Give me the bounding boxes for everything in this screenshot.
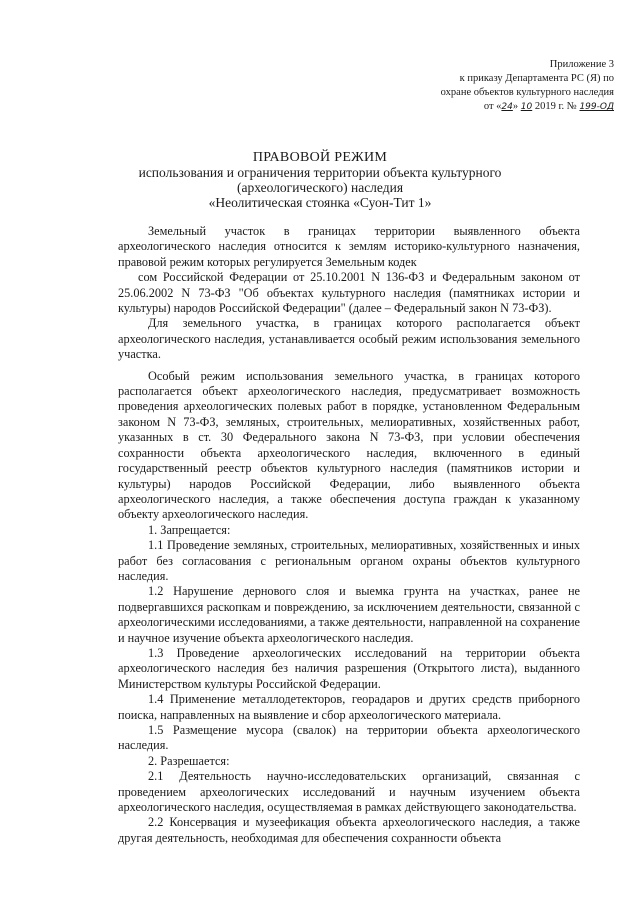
order-reference: к приказу Департамента РС (Я) по [459, 73, 614, 84]
paragraph: 1.2 Нарушение дернового слоя и выемка грунта на участках, ранее не подвергавшихся раскопкам и повреждению, за исключением деятельности, связанной с археологическими исследованиями, а также деятельности, направленной на сохранение и научное изучение объекта археологического наследия. [118, 584, 580, 645]
paragraph: Для земельного участка, в границах которого располагается объект археологического наследия, устанавливается особый режим использования земельного участка. [118, 316, 580, 362]
paragraph: 2.2 Консервация и музеефикация объекта археологического наследия, а также другая деятельность, необходимая для обеспечения сохранности объекта [118, 815, 580, 845]
paragraph: Земельный участок в границах территории выявленного объекта археологического наследия относится к землям историко-культурного назначения, правовой режим которых регулируется Земельным кодек [118, 224, 580, 269]
appendix-number: Приложение 3 [549, 59, 614, 70]
order-date-line: от «24» 10 2019 г. № 199-ОД [483, 101, 614, 112]
paragraph: сом Российской Федерации от 25.10.2001 N 136-ФЗ и Федеральным законом от 25.06.2002 N 73-ФЗ "Об объектах культурного наследия (памятниках истории и культуры) народов Российской Федерации" (далее – Федеральный закон N 73-ФЗ). [118, 270, 580, 316]
paragraph: 1.1 Проведение земляных, строительных, мелиоративных, хозяйственных и иных работ без согласования с региональным органом охраны объектов культурного наследия. [118, 538, 580, 583]
paragraph: 1.3 Проведение археологических исследований на территории объекта археологического наследия без наличия разрешения (Открытого листа), выданного Министерством культуры Российской Федерации. [118, 645, 580, 691]
department-name: охране объектов культурного наследия [440, 87, 614, 98]
appendix-header [374, 58, 614, 114]
document-title [0, 150, 640, 210]
paragraph: 1.5 Размещение мусора (свалок) на территории объекта археологического наследия. [118, 723, 580, 753]
title-main: ПРАВОВОЙ РЕЖИМ [252, 150, 388, 165]
order-day: 24 [501, 102, 513, 112]
title-line-2: использования и ограничения территории объекта культурного [138, 165, 502, 180]
order-number: 199-ОД [579, 102, 614, 112]
section-heading: 2. Разрешается: [148, 753, 230, 768]
section-heading: 1. Запрещается: [148, 522, 231, 537]
paragraph: Особый режим использования земельного участка, в границах которого располагается объект археологического наследия, предусматривает возможность проведения археологических полевых работ в порядке, установленном Федеральным законом N 73-ФЗ, земляных, строительных, мелиоративных, хозяйственных работ, указанных в ст. 30 Федерального закона N 73-ФЗ, при условии обеспечения сохранности объекта археологического наследия, включенного в единый государственный реестр объектов культурного наследия (памятников истории и культуры) народов Российской Федерации, либо выявленного объекта археологического наследия, а также обеспечения доступа граждан к указанному объекту археологического наследия. [118, 368, 580, 522]
paragraph: 1.4 Применение металлодетекторов, георадаров и других средств приборного поиска, направленных на выявление и сбор археологического материала. [118, 692, 580, 722]
order-month: 10 [520, 102, 533, 112]
title-line-4: «Неолитическая стоянка «Суон-Тит 1» [208, 195, 432, 210]
document-body [118, 224, 580, 846]
title-line-3: (археологического) наследия [236, 180, 404, 195]
paragraph: 2.1 Деятельность научно-исследовательских организаций, связанная с проведением археологических исследований и научным изучением объекта археологического наследия, осуществляемая в рамках действующего законодательства. [118, 769, 580, 815]
